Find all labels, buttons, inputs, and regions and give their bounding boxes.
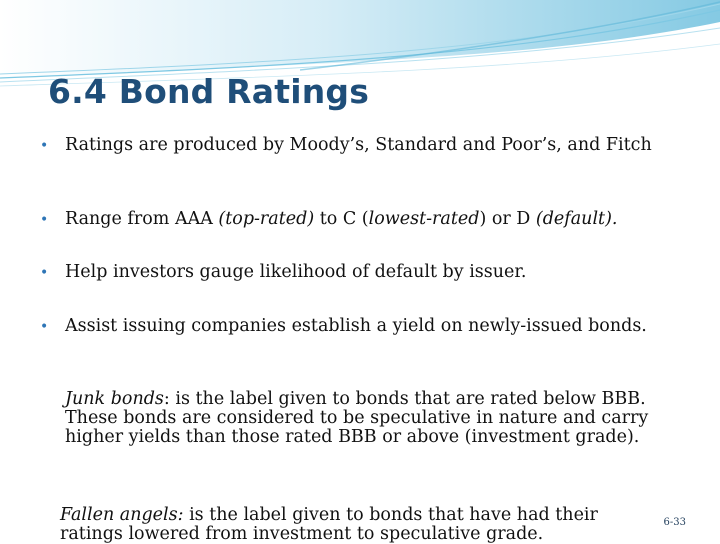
slide-title: 6.4 Bond Ratings [48,72,370,111]
range-text-start: Range from AAA [65,209,219,229]
fallen-angels-paragraph [60,506,650,544]
bullet-dot-icon: • [40,319,49,335]
range-text-mid2: ) or D [479,209,536,229]
bullet-rating-range [40,210,660,229]
fallen-angels-definition: is the label given to bonds that have had their ratings lowered from investment to speculative grade. [60,505,598,544]
range-top-rated: (top-rated) [218,209,315,229]
bullet-dot-icon: • [40,212,49,228]
junk-bonds-paragraph [65,390,695,447]
junk-bonds-definition: : is the label given to bonds that are rated below BBB. These bonds are considered to be speculative in nature and carry higher yields than those rated BBB or above (investment grade). [65,389,649,447]
bullet-dot-icon: • [40,265,49,281]
bullet-text: Ratings are produced by Moody’s, Standard and Poor’s, and Fitch [65,135,652,155]
bullet-text: Assist issuing companies establish a yield on newly-issued bonds. [65,316,647,336]
range-text-mid: to C ( [314,209,369,229]
bullet-text [65,210,660,229]
range-lowest-rated: lowest-rated [368,209,480,229]
range-default: (default). [535,209,618,229]
bullet-help-investors [40,263,660,282]
slide-number: 6-33 [663,517,686,528]
bullet-assist-issuers [40,317,660,336]
bullet-text: Help investors gauge likelihood of default by issuer. [65,262,527,282]
fallen-angels-term: Fallen angels: [60,505,184,525]
bullet-dot-icon: • [40,138,49,154]
junk-bonds-term: Junk bonds [65,389,164,409]
bullet-rating-agencies [40,136,660,155]
